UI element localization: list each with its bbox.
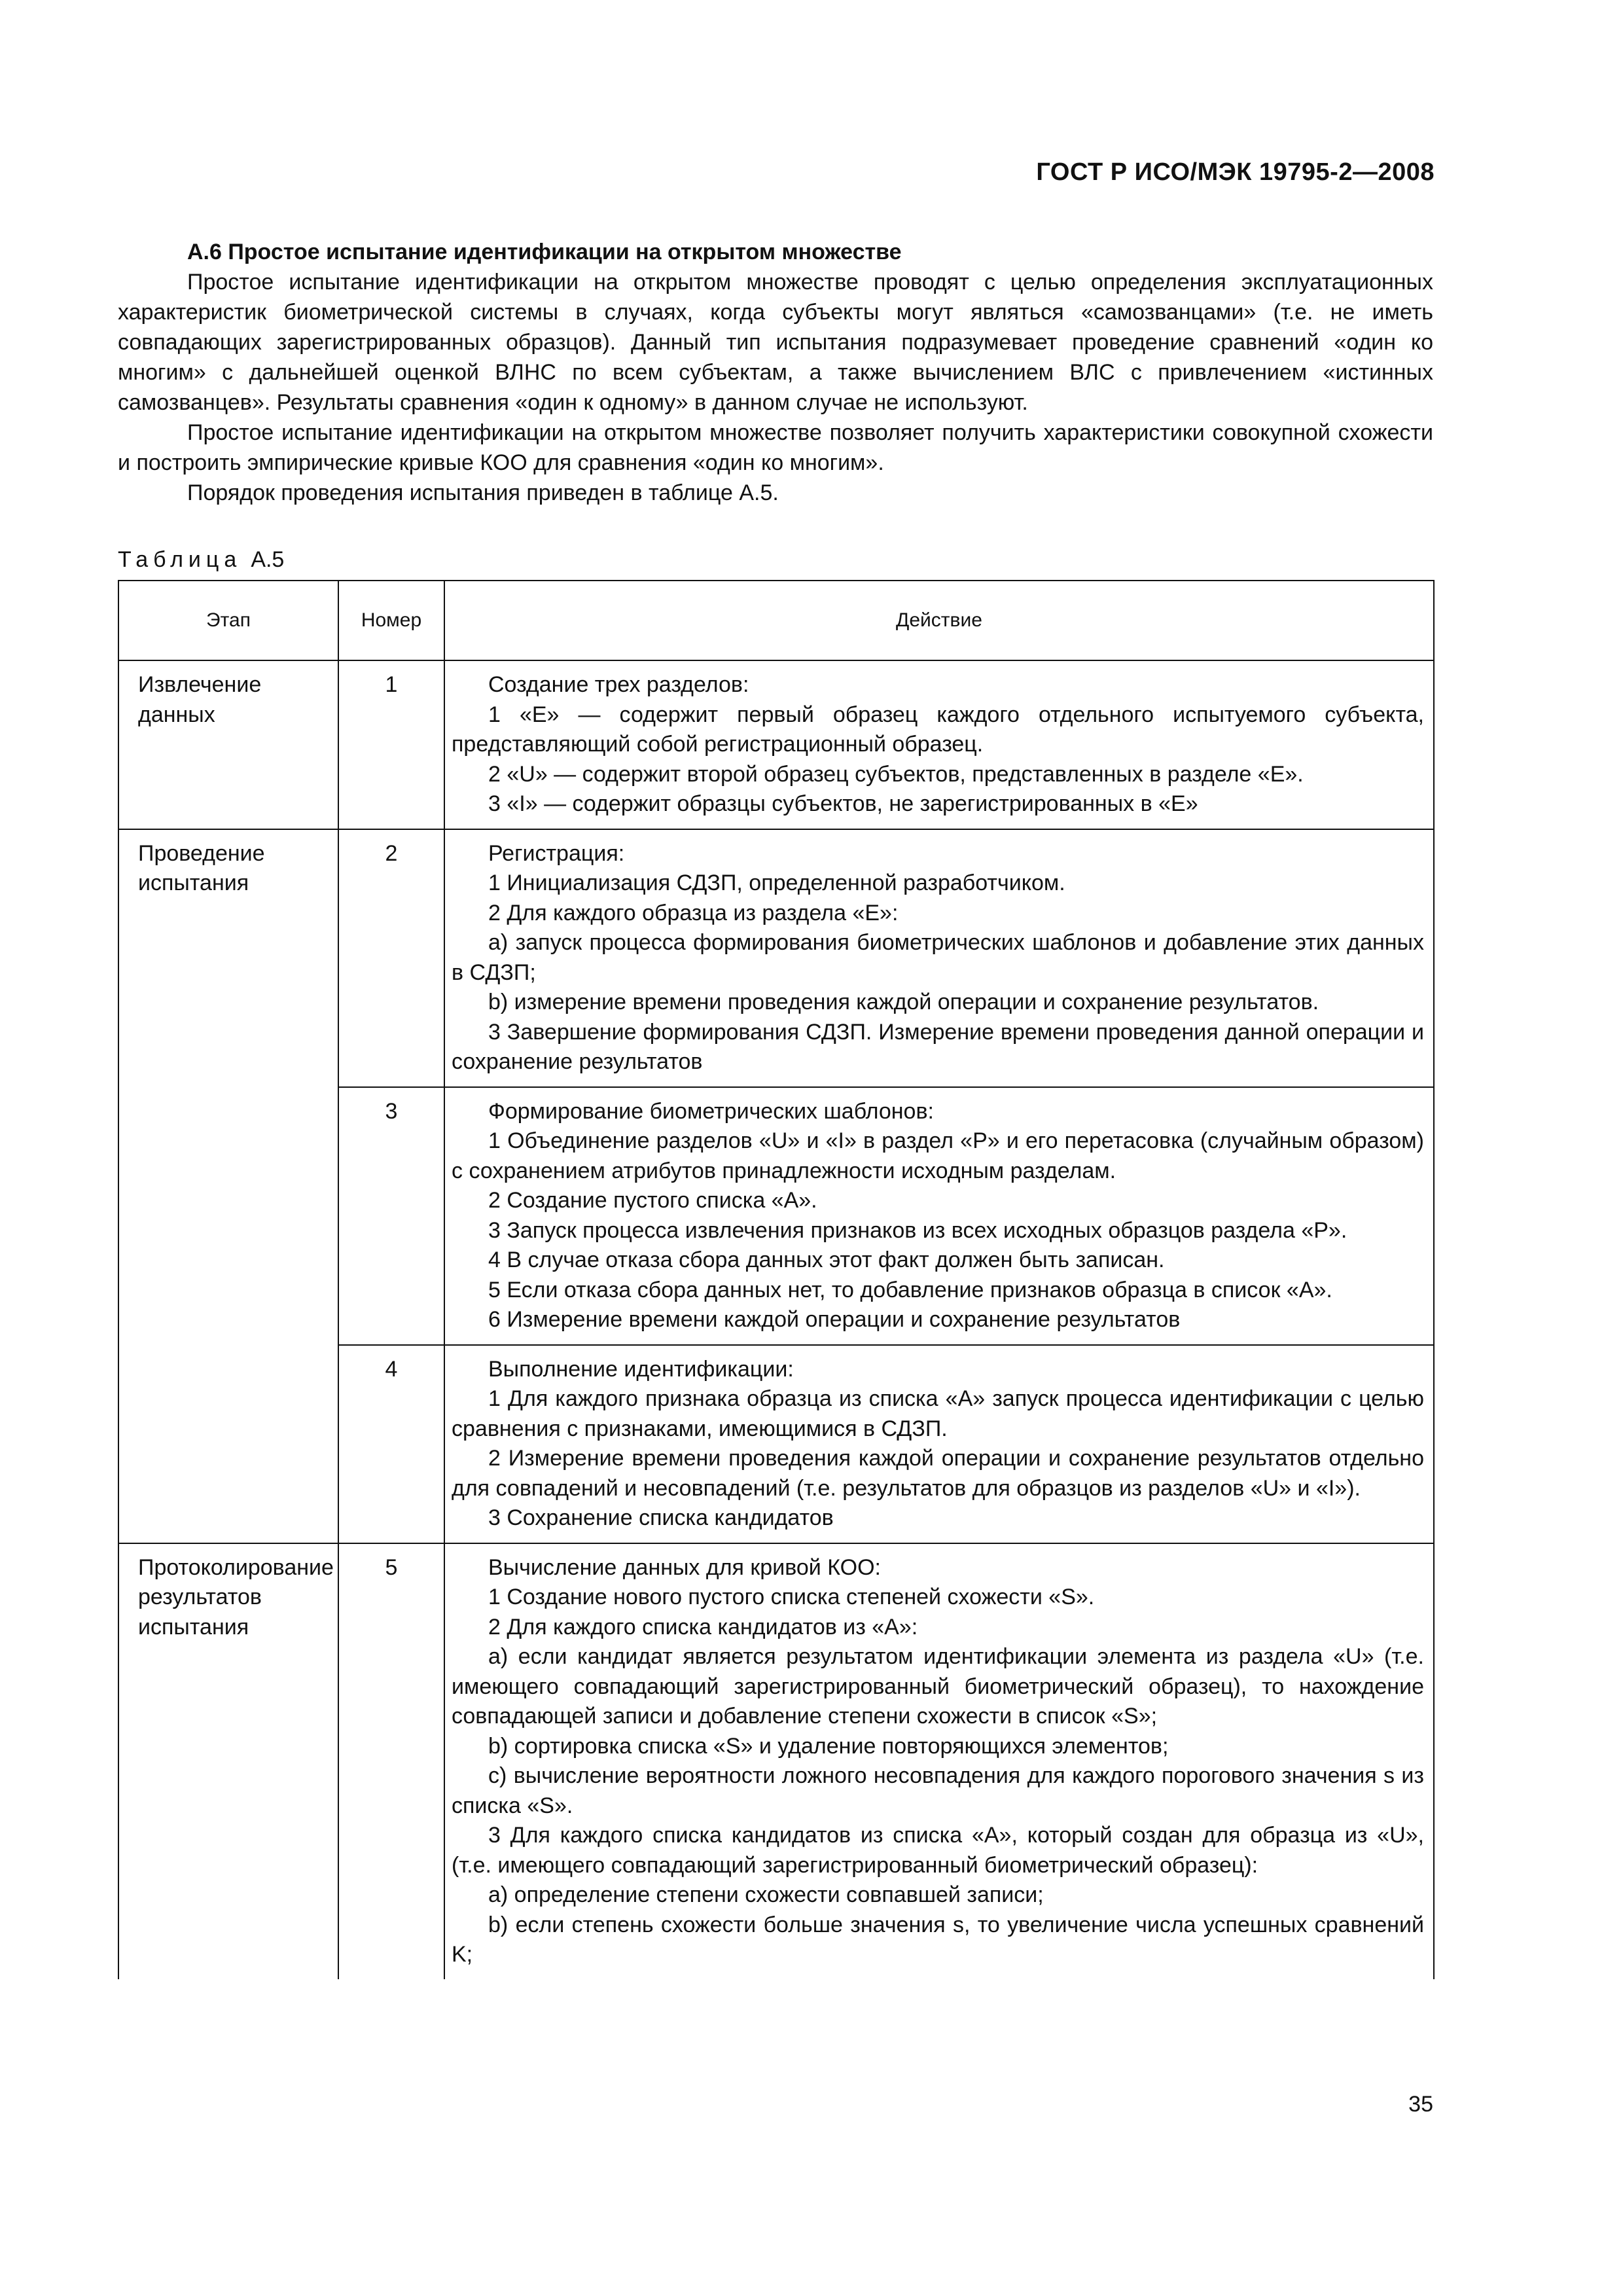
action-line: Формирование биометрических шаблонов: bbox=[488, 1098, 934, 1124]
action-line: 1 Для каждого признака образца из списка «А» запуск процесса идентификации с целью сравнения с признаками, имеющимися в СДЗП. bbox=[452, 1386, 1424, 1441]
action-line: a) запуск процесса формирования биометрических шаблонов и добавление этих данных в СДЗП; bbox=[452, 930, 1424, 985]
action-cell bbox=[444, 660, 1434, 829]
number-cell: 5 bbox=[338, 1543, 444, 1979]
page-number: 35 bbox=[1408, 2092, 1433, 2117]
action-line: 3 Для каждого списка кандидатов из списка «А», который создан для образца из «U», (т.е. имеющего совпадающий зарегистрированный биометрический образец): bbox=[452, 1823, 1424, 1878]
action-cell bbox=[444, 829, 1434, 1087]
section-a6 bbox=[118, 237, 1433, 508]
section-title: А.6 Простое испытание идентификации на открытом множестве bbox=[187, 240, 902, 264]
action-line: a) если кандидат является результатом идентификации элемента из раздела «U» (т.е. имеющего совпадающий зарегистрированный биометрический образец), то нахождение совпадающей записи и добавление степени схожести в список «S»; bbox=[452, 1644, 1424, 1729]
column-header-action: Действие bbox=[444, 581, 1434, 660]
number-cell: 4 bbox=[338, 1345, 444, 1543]
action-line: 3 «I» — содержит образцы субъектов, не зарегистрированных в «E» bbox=[488, 791, 1198, 816]
table-row bbox=[118, 1543, 1434, 1979]
action-line: 6 Измерение времени каждой операции и сохранение результатов bbox=[488, 1307, 1181, 1332]
action-line: 1 Создание нового пустого списка степеней схожести «S». bbox=[488, 1585, 1095, 1609]
action-cell bbox=[444, 1543, 1434, 1979]
action-line: 2 Для каждого списка кандидатов из «А»: bbox=[488, 1614, 918, 1640]
action-line: Выполнение идентификации: bbox=[488, 1356, 794, 1382]
stage-cell bbox=[118, 829, 338, 1543]
action-line: 2 Измерение времени проведения каждой операции и сохранение результатов отдельно для совпадений и несовпадений (т.е. результатов для образцов из разделов «U» и «I»). bbox=[452, 1446, 1424, 1501]
action-line: b) измерение времени проведения каждой операции и сохранение результатов. bbox=[488, 990, 1319, 1014]
section-paragraph-2: Простое испытание идентификации на открытом множестве позволяет получить характеристики совокупной схожести и построить эмпирические кривые КОО для сравнения «один ко многим». bbox=[118, 420, 1433, 475]
number-cell: 1 bbox=[338, 660, 444, 829]
action-line: Регистрация: bbox=[488, 840, 625, 866]
table-caption-number: А.5 bbox=[251, 547, 285, 572]
table-row bbox=[118, 829, 1434, 1087]
action-line: 2 «U» — содержит второй образец субъектов, представленных в разделе «E». bbox=[488, 761, 1304, 787]
action-cell bbox=[444, 1087, 1434, 1345]
table-caption bbox=[118, 547, 284, 573]
action-line: b) сортировка списка «S» и удаление повторяющихся элементов; bbox=[488, 1733, 1169, 1759]
action-line: 3 Завершение формирования СДЗП. Измерение времени проведения данной операции и сохранение результатов bbox=[452, 1019, 1424, 1074]
column-header-number: Номер bbox=[338, 581, 444, 660]
table-header-row bbox=[118, 581, 1434, 660]
procedure-table bbox=[118, 580, 1435, 1979]
action-cell bbox=[444, 1345, 1434, 1543]
action-line: a) определение степени схожести совпавшей записи; bbox=[488, 1882, 1044, 1907]
document-header: ГОСТ Р ИСО/МЭК 19795-2—2008 bbox=[1036, 158, 1435, 186]
section-paragraph-1: Простое испытание идентификации на открытом множестве проводят с целью определения эксплуатационных характеристик биометрической системы в случаях, когда субъекты могут являться «самозванцами» (т.е. не иметь совпадающих зарегистрированных образцов). Данный тип испытания подразумевает проведение сравнений «один ко многим» с дальнейшей оценкой ВЛНС по всем субъектам, а также вычислением ВЛС с привлечением «истинных самозванцев». Результаты сравнения «один к одному» в данном случае не используют. bbox=[118, 270, 1433, 415]
action-line: 1 «E» — содержит первый образец каждого отдельного испытуемого субъекта, представляющий собой регистрационный образец. bbox=[452, 702, 1424, 757]
number-cell: 3 bbox=[338, 1087, 444, 1345]
stage-label: Протоколирование результатов испытания bbox=[138, 1554, 334, 1640]
stage-cell bbox=[118, 660, 338, 829]
table-row bbox=[118, 660, 1434, 829]
action-line: 4 В случае отказа сбора данных этот факт должен быть записан. bbox=[488, 1247, 1165, 1272]
section-paragraph-3: Порядок проведения испытания приведен в таблице А.5. bbox=[187, 480, 779, 505]
action-line: 1 Инициализация СДЗП, определенной разработчиком. bbox=[488, 870, 1065, 895]
stage-label: Извлечение данных bbox=[138, 672, 262, 727]
action-line: 3 Сохранение списка кандидатов bbox=[488, 1505, 834, 1530]
action-line: c) вычисление вероятности ложного несовпадения для каждого порогового значения s из списка «S». bbox=[452, 1763, 1424, 1818]
stage-cell bbox=[118, 1543, 338, 1979]
column-header-stage: Этап bbox=[118, 581, 338, 660]
action-line: Создание трех разделов: bbox=[488, 672, 749, 697]
action-line: 1 Объединение разделов «U» и «I» в раздел «P» и его перетасовка (случайным образом) с сохранением атрибутов принадлежности исходным разделам. bbox=[452, 1128, 1424, 1183]
action-line: Вычисление данных для кривой КОО: bbox=[488, 1554, 881, 1580]
action-line: 5 Если отказа сбора данных нет, то добавление признаков образца в список «А». bbox=[488, 1277, 1332, 1302]
number-cell: 2 bbox=[338, 829, 444, 1087]
action-line: 2 Для каждого образца из раздела «E»: bbox=[488, 900, 899, 925]
action-line: 2 Создание пустого списка «А». bbox=[488, 1188, 817, 1213]
stage-label: Проведение испытания bbox=[138, 840, 265, 895]
action-line: b) если степень схожести больше значения s, то увеличение числа успешных сравнений K; bbox=[452, 1912, 1424, 1967]
action-line: 3 Запуск процесса извлечения признаков из всех исходных образцов раздела «P». bbox=[488, 1217, 1347, 1243]
table-caption-label: Таблица bbox=[118, 547, 242, 572]
